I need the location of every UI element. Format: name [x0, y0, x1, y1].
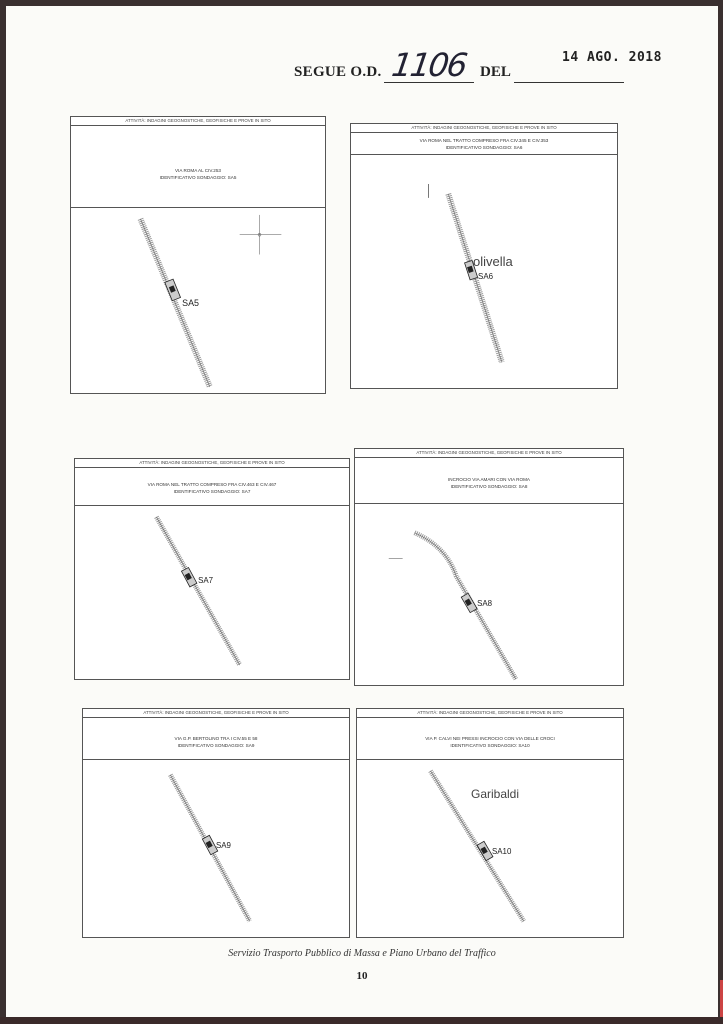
survey-panel-sa9 [82, 708, 350, 938]
road-map-graphic [75, 511, 349, 679]
panel-location: VIA P. CALVI NEI PRESSI INCROCIO CON VIA DELLE CROCI [425, 735, 555, 741]
od-number-handwritten: 1106 [389, 46, 469, 84]
survey-tag: SA8 [477, 598, 493, 608]
panel-map [71, 209, 325, 393]
survey-panel-sa8 [354, 448, 624, 686]
panel-location: VIA G.P. BERTOLINO TRA I CIV.55 E 58 [174, 735, 258, 741]
survey-panel-sa7 [74, 458, 350, 680]
panel-activity: ATTIVITÀ: INDAGINI GEOGNOSTICHE, GEOFISICHE E PROVE IN SITO [357, 709, 623, 718]
od-label: SEGUE O.D. [294, 64, 382, 80]
survey-panel-sa6 [350, 123, 618, 389]
panel-identifier: IDENTIFICATIVO SONDAGGIO: SA5 [159, 174, 237, 180]
road-name-label: Garibaldi [471, 787, 520, 801]
panel-identifier: IDENTIFICATIVO SONDAGGIO: SA7 [173, 488, 251, 494]
del-label: DEL [480, 64, 511, 80]
road-map-graphic [71, 209, 325, 393]
road-map-graphic [351, 184, 617, 388]
date-stamp: 14 AGO. 2018 [562, 50, 662, 65]
panel-map [83, 761, 349, 937]
road-name-label: olivella [473, 254, 513, 269]
panel-activity: ATTIVITÀ: INDAGINI GEOGNOSTICHE, GEOFISICHE E PROVE IN SITO [71, 117, 325, 126]
panel-map [355, 507, 623, 685]
panel-map [351, 184, 617, 388]
road-map-graphic [83, 761, 349, 937]
panel-activity: ATTIVITÀ: INDAGINI GEOGNOSTICHE, GEOFISICHE E PROVE IN SITO [351, 124, 617, 133]
panel-location: VIA ROMA AL CIV.253 [175, 167, 221, 173]
panel-info [83, 724, 349, 760]
panel-map [75, 511, 349, 679]
document-page [6, 6, 718, 1018]
panel-activity: ATTIVITÀ: INDAGINI GEOGNOSTICHE, GEOFISICHE E PROVE IN SITO [355, 449, 623, 458]
panel-identifier: IDENTIFICATIVO SONDAGGIO: SA8 [450, 483, 528, 489]
panel-location: VIA ROMA NEL TRATTO COMPRESO FRA CIV.345 E CIV.353 [419, 137, 549, 143]
page-number: 10 [356, 970, 368, 982]
panel-info [357, 724, 623, 760]
panel-info [355, 462, 623, 504]
survey-panel-sa5 [70, 116, 326, 394]
footer-text: Servizio Trasporto Pubblico di Massa e Piano Urbano del Traffico [228, 948, 496, 959]
survey-tag: SA6 [478, 272, 494, 282]
panel-identifier: IDENTIFICATIVO SONDAGGIO: SA9 [177, 742, 255, 748]
scan-bottom-edge [0, 1017, 723, 1024]
panel-location: INCROCIO VIA AMARI CON VIA ROMA [448, 476, 530, 482]
del-underline [514, 82, 624, 83]
panel-identifier: IDENTIFICATIVO SONDAGGIO: SA10 [450, 742, 530, 748]
survey-tag: SA10 [491, 846, 512, 856]
panel-info [351, 133, 617, 155]
survey-tag: SA5 [182, 297, 199, 308]
road-map-graphic [355, 507, 623, 685]
panel-info [75, 470, 349, 506]
survey-tag: SA7 [198, 576, 214, 586]
panel-info [71, 140, 325, 208]
panel-identifier: IDENTIFICATIVO SONDAGGIO: SA6 [445, 144, 523, 150]
panel-activity: ATTIVITÀ: INDAGINI GEOGNOSTICHE, GEOFISICHE E PROVE IN SITO [83, 709, 349, 718]
survey-tag: SA9 [216, 841, 231, 851]
panel-location: VIA ROMA NEL TRATTO COMPRESO FRA CIV.463 E CIV.467 [147, 481, 277, 487]
survey-panel-sa10 [356, 708, 624, 938]
panel-activity: ATTIVITÀ: INDAGINI GEOGNOSTICHE, GEOFISICHE E PROVE IN SITO [75, 459, 349, 468]
